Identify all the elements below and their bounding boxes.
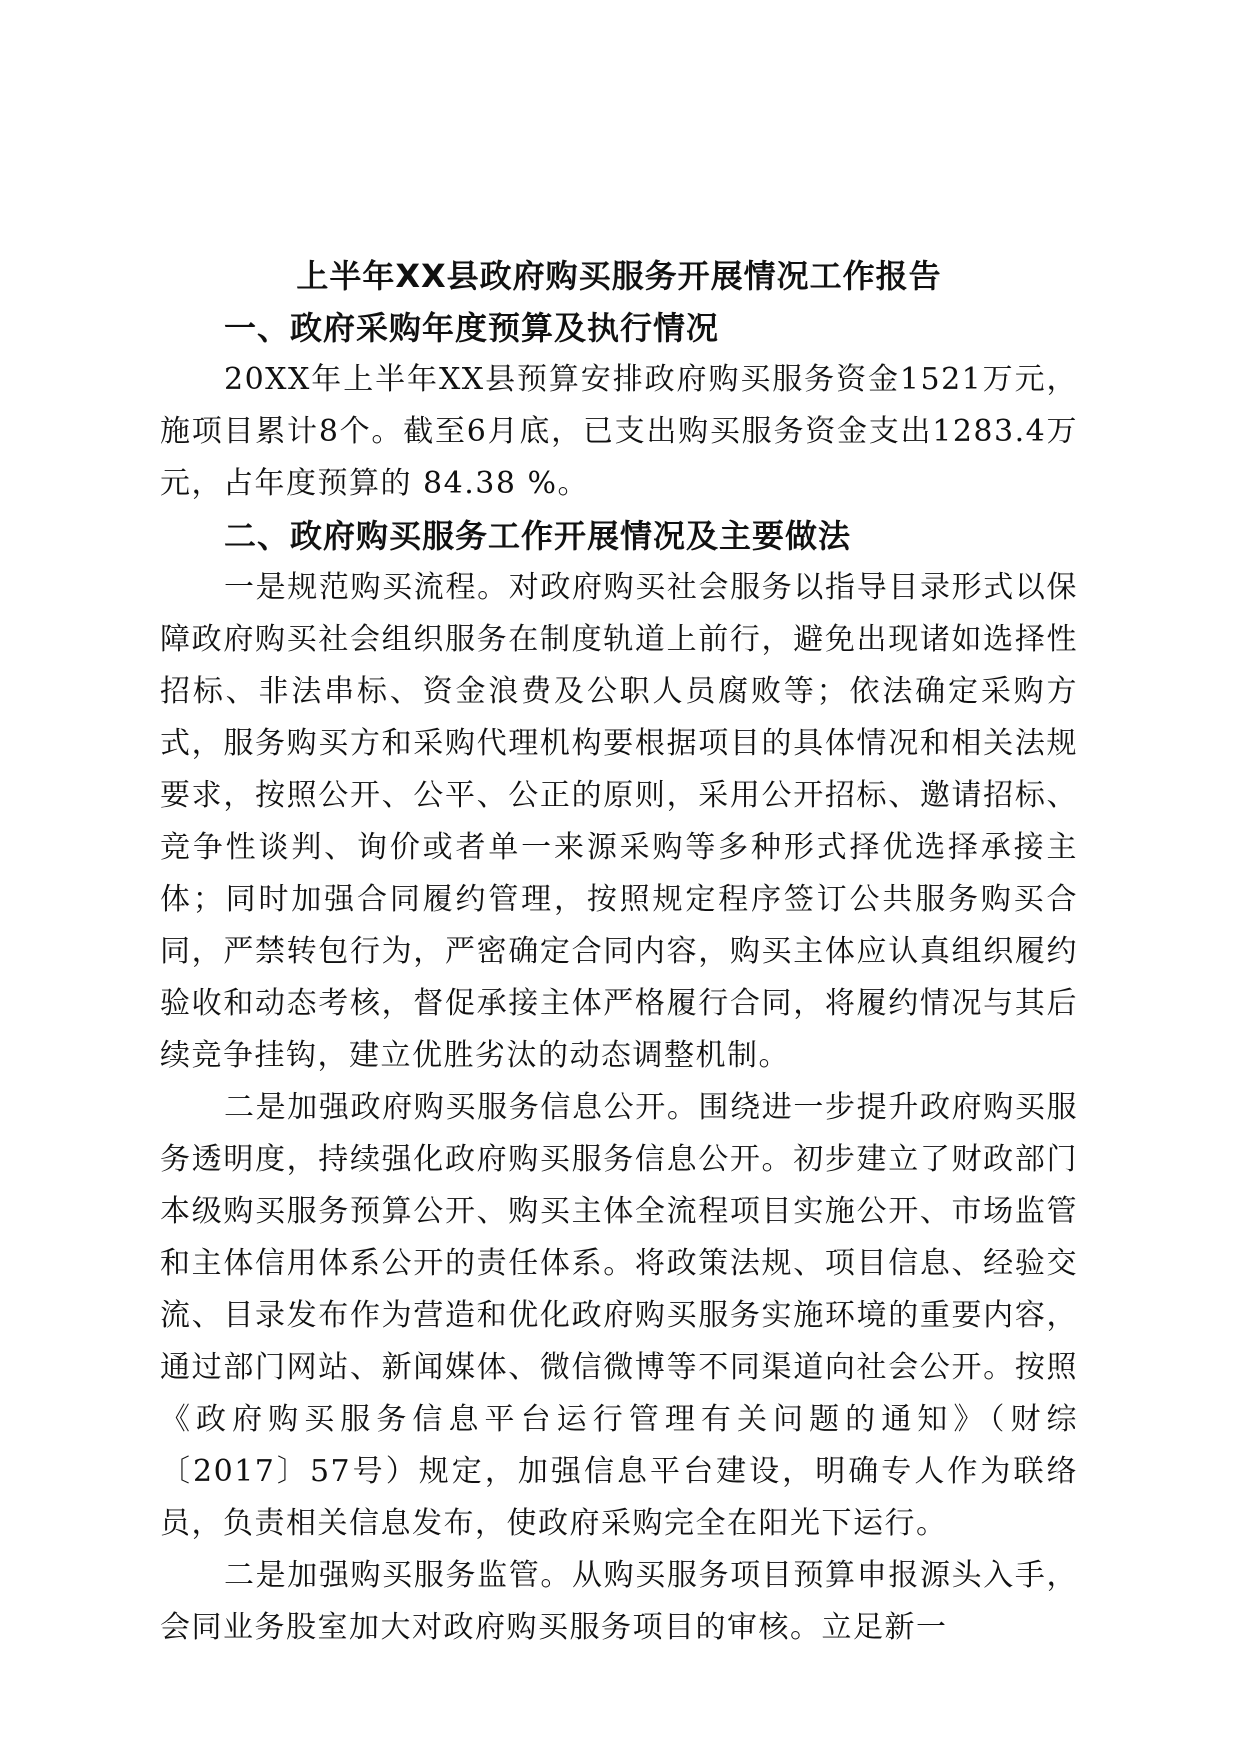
paragraph-information-disclosure: 二是加强政府购买服务信息公开。围绕进一步提升政府购买服务透明度，持续强化政府购买服务信息公开。初步建立了财政部门本级购买服务预算公开、购买主体全流程项目实施公开、市场监管和主体信用体系公开的责任体系。将政策法规、项目信息、经验交流、目录发布作为营造和优化政府购买服务实施环境的重要内容，通过部门网站、新闻媒体、微信微博等不同渠道向社会公开。按照《政府购买服务信息平台运行管理有关问题的通知》（财综〔2017〕57号）规定，加强信息平台建设，明确专人作为联络员，负责相关信息发布，使政府采购完全在阳光下运行。 (160, 1090, 1078, 1541)
section-heading-budget: 一、政府采购年度预算及执行情况 (224, 309, 720, 347)
document-page (160, 250, 1078, 1654)
document-title: 上半年XX县政府购买服务开展情况工作报告 (296, 257, 942, 295)
paragraph-budget-execution: 20XX年上半年XX县预算安排政府购买服务资金1521万元，施项目累计8个。截至6月底，已支出购买服务资金支出1283.4万元，占年度预算的 84.38 %。 (160, 362, 1078, 501)
paragraph-standardize-procurement: 一是规范购买流程。对政府购买社会服务以指导目录形式以保障政府购买社会组织服务在制度轨道上前行，避免出现诸如选择性招标、非法串标、资金浪费及公职人员腐败等；依法确定采购方式，服务购买方和采购代理机构要根据项目的具体情况和相关法规要求，按照公开、公平、公正的原则，采用公开招标、邀请招标、竞争性谈判、询价或者单一来源采购等多种形式择优选择承接主体；同时加强合同履约管理，按照规定程序签订公共服务购买合同，严禁转包行为，严密确定合同内容，购买主体应认真组织履约验收和动态考核，督促承接主体严格履行合同，将履约情况与其后续竞争挂钩，建立优胜劣汰的动态调整机制。 (160, 570, 1078, 1073)
paragraph-supervision: 二是加强购买服务监管。从购买服务项目预算申报源头入手，会同业务股室加大对政府购买服务项目的审核。立足新一 (160, 1558, 1078, 1645)
section-heading-work-progress: 二、政府购买服务工作开展情况及主要做法 (224, 517, 852, 555)
